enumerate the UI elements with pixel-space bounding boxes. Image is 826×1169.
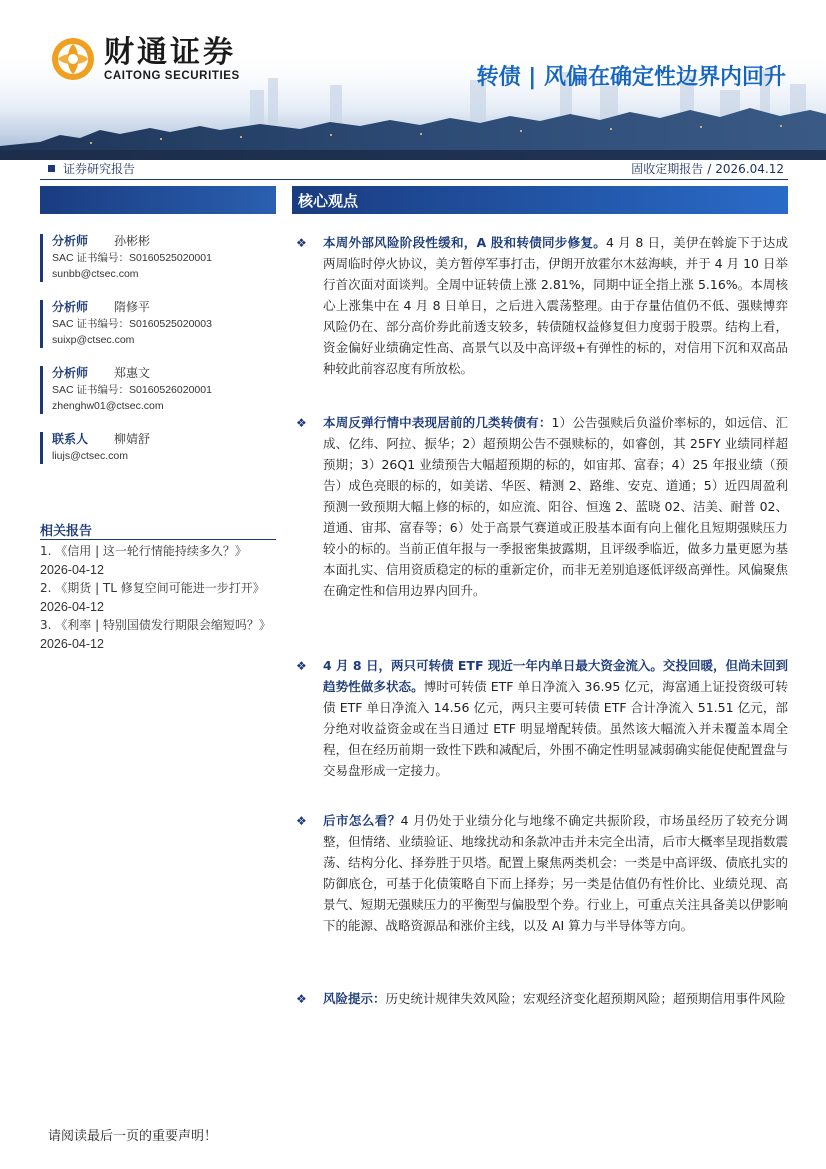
contact-card: [40, 432, 276, 464]
report-meta: 固收定期报告 / 2026.04.12: [631, 162, 784, 176]
core-point: [323, 232, 788, 379]
report-category: 固收定期报告: [631, 162, 704, 176]
disclaimer-note: 请阅读最后一页的重要声明！: [48, 1129, 218, 1144]
related-reports-divider: [40, 539, 276, 540]
analyst-email[interactable]: sunbb@ctsec.com: [52, 268, 139, 280]
analyst-name: 隋修平: [114, 300, 151, 314]
analyst-name: 孙彬彬: [114, 234, 151, 248]
related-report-date: 2026-04-12: [40, 636, 104, 651]
core-views-title: 核心观点: [298, 192, 359, 210]
report-type-label: [48, 160, 135, 177]
logo-english-name: CAITONG SECURITIES: [104, 70, 240, 82]
analyst-role: 分析师: [52, 300, 89, 314]
company-logo: [50, 36, 240, 82]
related-reports-list: [40, 542, 280, 653]
analyst-sac: SAC 证书编号：S0160525020003: [52, 318, 212, 330]
header-divider: [40, 179, 788, 180]
risk-warning: [323, 988, 788, 1009]
logo-chinese-name: 财通证券: [104, 35, 236, 70]
analyst-email[interactable]: zhenghw01@ctsec.com: [52, 400, 164, 412]
related-report-link[interactable]: 2. 《期货 | TL 修复空间可能进一步打开》: [40, 581, 265, 595]
diamond-bullet-icon: ❖: [296, 659, 307, 673]
core-point-body: 博时可转债 ETF 单日净流入 36.95 亿元，海富通上证投资级可转债 ETF 单日净流入 14.56 亿元，两只主要可转债 ETF 合计净流入 51.51 亿元，部分绝对收益资金或在当日通过 ETF 明显增配转债。虽然该大幅流入并未覆盖本周全程，但在经历前期一致性下跌和减配后，外围不确定性明显减弱确实能促使配置盘与交易盘形成一定接力。: [323, 679, 788, 778]
diamond-bullet-icon: ❖: [296, 814, 307, 828]
core-point-body: 1）公告强赎后负溢价率标的，如远信、汇成、亿纬、阿拉、振华；2）超预期公告不强赎标的，如睿创，其 25FY 业绩同样超预期；3）26Q1 业绩预告大幅超预期的标的，如宙邦、富春；4）25 年报业绩（预告）成色亮眼的标的，如美诺、华医、精测 2、路维、安克、道通；5）近四周盈利预测一致预期大幅上修的标的，如应流、阳谷、恒逸 2、蓝晓 02、洁美、耐普 02、道通、宙邦、富春等；6）处于高景气赛道或正股基本面有向上催化且短期强赎压力较小的标的。当前正值年报与一季报密集披露期，且评级季临近，做多力量更愿为基本面扎实、信用资质稳定的标的重新定价，而非无差别追逐低评级高弹性。风偏聚焦在确定性和信用边界内回升。: [323, 415, 788, 598]
core-point-lead: 4 月 8 日，两只可转债 ETF 现近一年内单日最大资金流入。交投回暖，但尚未回到趋势性做多状态。: [323, 658, 788, 694]
core-point: [323, 412, 788, 601]
analyst-card: [40, 300, 276, 348]
risk-warning-body: 历史统计规律失效风险；宏观经济变化超预期风险；超预期信用事件风险: [385, 991, 786, 1006]
core-point-body: 4 月仍处于业绩分化与地缘不确定共振阶段，市场虽经历了较充分调整，但情绪、业绩验证、地缘扰动和条款冲击并未完全出清，后市大概率呈现指数震荡、结构分化、择券胜于贝塔。配置上聚焦两类机会：一类是中高评级、债底扎实的防御底仓，可基于化债策略自下而上择券；另一类是估值仍有性价比、业绩兑现、高景气、短期无强赎压力的平衡型与偏股型个券。行业上，可重点关注具备美以伊影响下的能源、战略资源品和涨价主线，以及 AI 算力与半导体等方向。: [323, 813, 788, 933]
analyst-email[interactable]: suixp@ctsec.com: [52, 334, 135, 346]
diamond-bullet-icon: ❖: [296, 236, 307, 250]
related-report-date: 2026-04-12: [40, 562, 104, 577]
analyst-name: 郑惠文: [114, 366, 151, 380]
core-point-lead: 后市怎么看？: [323, 813, 401, 828]
contact-email[interactable]: liujs@ctsec.com: [52, 450, 129, 462]
square-bullet-icon: [48, 165, 55, 172]
core-point-body: 4 月 8 日，美伊在斡旋下于达成两周临时停火协议，美方暂停军事打击，伊朗开放霍尔木兹海峡，并于 4 月 10 日举行首次面对面谈判。全周中证转债上涨 2.81%，同期中证全指上涨 5.16%。本周核心上涨集中在 4 月 8 日单日，之后进入震荡整理。由于存量估值仍不低、强赎博弈风险仍在、部分高价券此前透支较多，转债随权益修复但力度弱于股票。结构上看，资金偏好业绩确定性高、高景气以及中高评级+有弹性的标的，对信用下沉和双高品种较此前容忍度有所放松。: [323, 235, 788, 376]
caitong-logo-icon: [50, 36, 96, 82]
diamond-bullet-icon: ❖: [296, 992, 307, 1006]
related-reports-title: 相关报告: [40, 524, 93, 539]
report-type-text: 证券研究报告: [63, 162, 136, 176]
core-point-lead: 本周反弹行情中表现居前的几类转债有：: [323, 415, 552, 430]
analyst-card: [40, 234, 276, 282]
core-point-lead: 本周外部风险阶段性缓和，A 股和转债同步修复。: [323, 235, 607, 250]
report-title: 转债 | 风偏在确定性边界内回升: [476, 65, 786, 90]
analyst-sac: SAC 证书编号：S0160526020001: [52, 384, 212, 396]
report-date: 2026.04.12: [715, 162, 784, 176]
core-point: [323, 810, 788, 936]
risk-warning-lead: 风险提示：: [323, 991, 386, 1006]
core-views-band: [292, 186, 788, 214]
core-point: [323, 655, 788, 781]
analyst-sac: SAC 证书编号：S0160525020001: [52, 252, 212, 264]
related-report-link[interactable]: 3. 《利率 | 特别国债发行期限会缩短吗？》: [40, 618, 271, 632]
contact-role: 联系人: [52, 432, 89, 446]
analyst-card: [40, 366, 276, 414]
contact-name: 柳婧舒: [114, 432, 151, 446]
analyst-role: 分析师: [52, 366, 89, 380]
related-report-date: 2026-04-12: [40, 599, 104, 614]
diamond-bullet-icon: ❖: [296, 416, 307, 430]
related-report-link[interactable]: 1. 《信用 | 这一轮行情能持续多久？》: [40, 544, 247, 558]
left-column-band: [40, 186, 276, 214]
analyst-role: 分析师: [52, 234, 89, 248]
